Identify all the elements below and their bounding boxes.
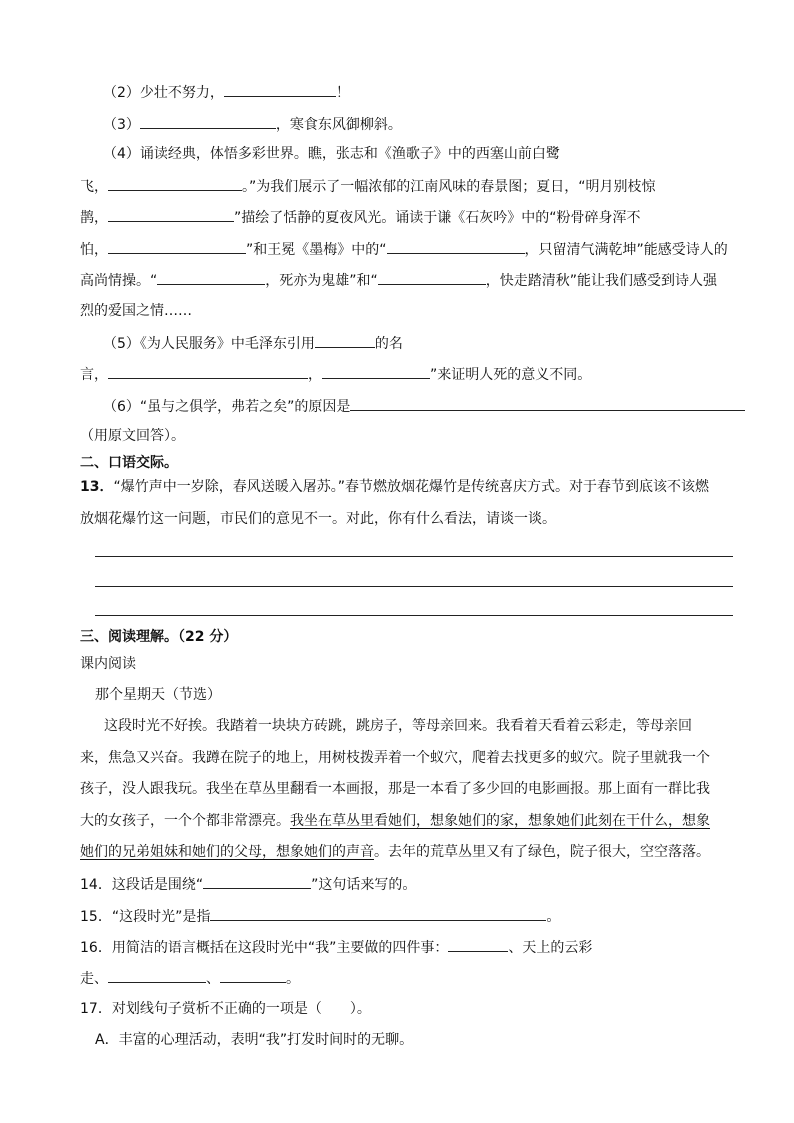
q6-blank[interactable] xyxy=(350,396,745,411)
q16-text-e: 。 xyxy=(286,971,300,987)
passage-line-5-b: 。去年的荒草丛里又有了绿色，院子很大，空空落落。 xyxy=(374,844,710,860)
q4-line-2 xyxy=(80,176,656,194)
q2-text: 少壮不努力， xyxy=(139,85,224,101)
q5-line-1 xyxy=(103,333,403,351)
q16-text-a: 16．用简洁的语言概括在这段时光中“我”主要做的四件事： xyxy=(80,940,449,956)
q4-line-5-a: 高尚情操。“ xyxy=(80,273,158,289)
q3-text: ，寒食东风御柳斜。 xyxy=(275,117,402,133)
q16-line-2 xyxy=(80,968,300,986)
passage-title: 那个星期天（节选） xyxy=(95,687,221,703)
underlined-sentence-part-2: 她们的兄弟姐妹和她们的父母，想象她们的声音 xyxy=(80,844,374,860)
q3-blank[interactable] xyxy=(140,114,276,129)
q2-num: （2） xyxy=(103,85,140,101)
q6-line-2: （用原文回答）。 xyxy=(80,428,185,444)
q4-line-2-b: 。”为我们展示了一幅浓郁的江南风味的春景图；夏日，“明月别枝惊 xyxy=(242,179,656,195)
q3-num: （3） xyxy=(103,117,140,133)
q15-blank[interactable] xyxy=(210,906,546,921)
q16-text-d: 、 xyxy=(206,971,220,987)
q14-text-a: 14．这段话是围绕“ xyxy=(80,877,204,893)
underlined-sentence-part-1: 我坐在草丛里看她们，想象她们的家，想象她们此刻在干什么，想象 xyxy=(290,813,710,829)
answer-line-3[interactable] xyxy=(95,615,733,616)
q4-line-6: 烈的爱国之情…… xyxy=(80,303,192,319)
q6-text: （6）“虽与之俱学，弗若之矣”的原因是 xyxy=(103,399,351,415)
q4-line-3-b: ”描绘了恬静的夏夜风光。诵读于谦《石灰吟》中的“粉骨碎身浑不 xyxy=(234,210,641,226)
q4-line-4-a: 怕， xyxy=(80,242,108,258)
question-14 xyxy=(80,874,416,892)
q4-blank-2[interactable] xyxy=(108,207,234,222)
passage-line-5 xyxy=(80,843,710,861)
question-3 xyxy=(103,114,402,132)
q13-line-1 xyxy=(80,478,709,496)
q14-text-b: ”这句话来写的。 xyxy=(311,877,417,893)
q4-blank-5[interactable] xyxy=(157,270,265,285)
q15-text-a: 15．“这段时光”是指 xyxy=(80,909,211,925)
answer-line-1[interactable] xyxy=(95,556,733,557)
q13-num: 13． xyxy=(80,479,114,495)
q4-blank-6[interactable] xyxy=(378,270,486,285)
q17-option-a[interactable]: A．丰富的心理活动，表明“我”打发时间时的无聊。 xyxy=(95,1032,414,1048)
answer-line-2[interactable] xyxy=(95,586,733,587)
section-3-subtitle: 课内阅读 xyxy=(80,656,136,672)
question-2 xyxy=(103,82,350,100)
q13-line-2: 放烟花爆竹这一问题，市民们的意见不一。对此，你有什么看法，请谈一谈。 xyxy=(80,511,556,527)
q5-line-2 xyxy=(80,364,591,382)
q5-blank-1[interactable] xyxy=(315,333,375,348)
question-15 xyxy=(80,906,560,924)
question-17: 17．对划线句子赏析不正确的一项是（ ）。 xyxy=(80,1001,371,1017)
q4-line-4 xyxy=(80,239,728,257)
q5-line-1-b: 的名 xyxy=(374,336,403,352)
q16-text-c: 走、 xyxy=(80,971,108,987)
section-2-title: 二、口语交际。 xyxy=(80,455,178,471)
passage-line-3: 孩子，没人跟我玩。我坐在草丛里翻看一本画报，那是一本看了多少回的电影画报。那上面有一群比我 xyxy=(80,781,710,797)
section-3-title: 三、阅读理解。（22 分） xyxy=(80,629,238,645)
q2-end: ！ xyxy=(335,85,350,101)
passage-line-2: 来，焦急又兴奋。我蹲在院子的地上，用树枝拨弄着一个蚁穴，爬着去找更多的蚁穴。院子里就我一个 xyxy=(80,750,710,766)
q16-blank-2[interactable] xyxy=(108,968,206,983)
q16-blank-1[interactable] xyxy=(448,937,508,952)
passage-line-4-a: 大的女孩子，一个个都非常漂亮。 xyxy=(80,813,290,829)
q5-line-1-a: （5）《为人民服务》中毛泽东引用 xyxy=(103,336,315,352)
q4-line-3-a: 鹊， xyxy=(80,210,108,226)
q4-line-5-b: ，死亦为鬼雄”和“ xyxy=(265,273,378,289)
q5-blank-3[interactable] xyxy=(322,364,430,379)
passage-line-1: 这段时光不好挨。我踏着一块块方砖跳，跳房子，等母亲回来。我看着天看着云彩走，等母亲回 xyxy=(104,718,692,734)
q4-blank-3[interactable] xyxy=(108,239,246,254)
q5-blank-2[interactable] xyxy=(108,364,308,379)
q16-blank-3[interactable] xyxy=(220,968,286,983)
q4-line-5 xyxy=(80,270,717,288)
q4-line-5-c: ，快走踏清秋”能让我们感受到诗人强 xyxy=(485,273,718,289)
q4-line-2-a: 飞， xyxy=(80,179,108,195)
q13-text-1: “爆竹声中一岁除，春风送暖入屠苏。”春节燃放烟花爆竹是传统喜庆方式。对于春节到底该不该燃 xyxy=(113,479,709,495)
q2-blank[interactable] xyxy=(224,82,336,97)
passage-line-4 xyxy=(80,812,710,830)
q15-text-b: 。 xyxy=(546,909,561,925)
q4-line-3 xyxy=(80,207,641,225)
q4-blank-1[interactable] xyxy=(108,176,242,191)
q4-blank-4[interactable] xyxy=(387,239,525,254)
q6-line-1 xyxy=(103,396,745,414)
q4-line-4-c: ，只留清气满乾坤”能感受诗人的 xyxy=(524,242,728,258)
q4-line-4-b: ”和王冕《墨梅》中的“ xyxy=(246,242,387,258)
q5-line-2-a: 言， xyxy=(80,367,108,383)
q5-line-2-b: ， xyxy=(308,367,322,383)
q4-line-1: （4）诵读经典，体悟多彩世界。瞧，张志和《渔歌子》中的西塞山前白鹭 xyxy=(103,146,560,162)
q14-blank[interactable] xyxy=(203,874,311,889)
q16-line-1 xyxy=(80,937,592,955)
q5-line-2-c: ”来证明人死的意义不同。 xyxy=(430,367,592,383)
q16-text-b: 、天上的云彩 xyxy=(508,940,593,956)
